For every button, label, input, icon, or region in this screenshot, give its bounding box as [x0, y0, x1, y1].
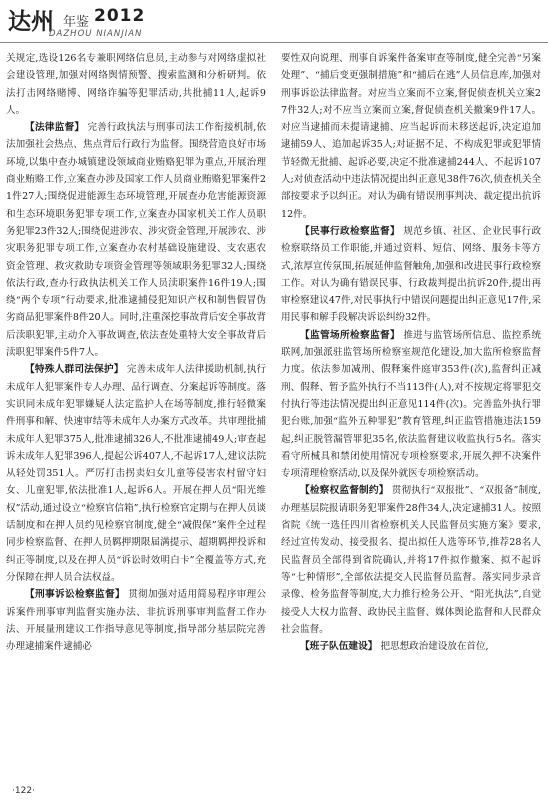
section-heading: 【检察权监督制约】	[300, 485, 389, 497]
section-heading: 【监管场所检察监督】	[300, 329, 400, 341]
paragraph-text: 推进与监管场所信息、监控系统联网,加强派驻监管场所检察室规范化建设,加大监所检察监督力度。依法参加减刑、假释案件庭审353件(次),监督纠正减刑、假释、暂予监外执行不当113件(人),对不按规定将罪犯交付执行等违法情况提出纠正意见114件(次)。完善监外执行罪犯台账,加强“监外五种罪犯”教育管理,纠正监管措施违法159起,纠正脱管漏管罪犯35名,依法监督建议收监执行5名。落实看守所械具和禁闭使用情况专项检察要求,开展久押不决案件专项清理检察活动,以及保外就医专项检察活动。	[281, 329, 541, 480]
section-heading: 【班子队伍建设】	[300, 641, 378, 653]
page-number: ·122·	[12, 786, 35, 796]
running-header	[0, 0, 548, 44]
paragraph-text: 关规定,选设126名专兼职网络信息员,主动参与对网络虚拟社会建设管理,加强对网络舆情预警、搜索监测和分析研判。依法打击网络赌博、网络诈骗等犯罪活动,共批捕11人,起诉9人。	[6, 53, 266, 116]
paragraph-text: 规范乡镇、社区、企业民事行政检察联络员工作职能,并通过资料、短信、网络、服务卡等方式,浓厚宣传氛围,拓展延伸监督触角,加强和改进民事行政检察工作。对认为确有错误民事、行政裁判提出抗诉20件,提出再审检察建议47件,对民事执行中错误问题提出纠正意见17件,采用民事和解手段解决诉讼纠纷32件。	[281, 225, 541, 324]
header-rule	[0, 42, 548, 43]
paragraph-text: 贯彻执行“双报批”、“双报备”制度,办理基层院报请职务犯罪案件28件34人,决定逮捕31人。按照省院《统一选任四川省检察机关人民监督员实施方案》要求,经过宣传发动、接受报名、提出拟任人选等环节,推荐28名人民监督员全部得到省院确认,并将17件拟作撤案、拟不起诉等“七种情形”,全部依法提交人民监督员监督。落实同步录音录像、检务监督等制度,大力推行检务公开、“阳光执法”,自觉接受人大权力监督、政协民主监督、媒体舆论监督和人民群众社会监督。	[281, 485, 542, 635]
section-heading: 【特殊人群司法保护】	[25, 364, 124, 376]
yearbook-logo	[8, 3, 158, 41]
header-year: 2012	[94, 6, 146, 26]
section-heading: 【刑事诉讼检察监督】	[25, 589, 125, 601]
paragraph-text: 要性双向说理、刑事自诉案件备案审查等制度,健全完善“另案处理”、“捕后变更强制措施”和“捕后在逃”人员信息库,加强对刑事诉讼法律监督。对应当立案而不立案,督促侦查机关立案27件32人;对不应当立案而立案,督促侦查机关撤案9件17人。对应当逮捕而未提请逮捕、应当起诉而未移送起诉,决定追加逮捕59人、追加起诉35人;对证据不足、不构成犯罪或犯罪情节轻微无批捕、起诉必要,决定不批准逮捕244人、不起诉107人;对侦查活动中违法情况提出纠正意见38件76次,侦查机关全部按要求予以纠正。对认为确有错误刑事判决、裁定提出抗诉12件。	[281, 53, 541, 220]
left-column	[6, 50, 266, 655]
paragraph-text: 完善未成年人法律援助机制,执行未成年人犯罪案件专人办理、品行调查、分案起诉等制度。落实识同未成年犯罪嫌疑人法定监护人在场等制度,推行轻微案件刑事和解、快速审结等未成年人办案方式改革。共审理批捕未成年人犯罪375人,批准逮捕326人,不批准逮捕49人;审查起诉未成年人犯罪396人,提起公诉407人,不起诉17人,建议法院从轻处罚351人。严厉打击拐卖妇女儿童等侵害农村留守妇女、儿童犯罪,依法批准1人,起诉6人。开展在押人员“阳光维权”活动,通过设立“检察官信箱”,执行检察官定期与在押人员谈话制度和在押人员约见检察官制度,健全“减假保”案件全过程同步检察监督、在押人员羁押期限届满提示、超期羁押投诉和纠正等制度,以及在押人员“诉讼时效明白卡”全覆盖等方式,充分保障在押人员合法权益。	[6, 364, 266, 583]
paragraph	[281, 482, 541, 638]
paragraph	[6, 119, 266, 361]
header-pinyin: DAZHOU NIANJIAN	[49, 29, 143, 39]
paragraph	[6, 50, 266, 119]
header-nianjian: 年鉴	[63, 15, 90, 30]
paragraph	[6, 586, 266, 655]
paragraph-text: 完善行政执法与刑事司法工作衔接机制,依法加强社会热点、焦点背后行政行为监督。围绕营造良好市场环境,以集中查办城镇建设领域商业贿赂犯罪为重点,开展治理商业贿赂工作,立案查办涉及国家工作人员商业贿赂犯罪案件21件27人;围绕促进能源生态环境管理,开展查办危害能源资源和生态环境职务犯罪专项工作,立案查办国家机关工作人员职务犯罪23件32人;围绕促进涉农、涉灾资金管理,开展涉农、涉灾职务犯罪专项工作,立案查办农村基础设施建设、支农惠农资金管理、救灾救助专项资金管理等领域职务犯罪32人;围绕依法行政,查办行政执法机关工作人员渎职案件16件19人;围绕“两个专项”行动要求,批准逮捕侵犯知识产权和制售假冒伪劣商品犯罪案件8件20人。同时,注重深挖事故背后安全事故背后渎职犯罪,主动介入事故调查,依法查处重特大安全事故背后渎职犯罪案件5件7人。	[6, 122, 267, 359]
paragraph	[6, 361, 266, 586]
paragraph	[281, 50, 541, 223]
paragraph-text: 把思想政治建设放在首位,	[377, 641, 489, 653]
paragraph	[281, 327, 541, 483]
section-heading: 【法律监督】	[25, 122, 85, 134]
right-column	[281, 50, 541, 655]
paragraph	[281, 223, 541, 327]
section-heading: 【民事行政检察监督】	[300, 225, 400, 237]
paragraph	[281, 638, 541, 655]
paragraph-text: 贯彻加强对适用简易程序审理公诉案件刑事审判监督实施办法、非抗诉刑事审判监督工作办法、开展量刑建议工作指导意见等制度,指导部分基层院完善办理逮捕案件逮捕必	[6, 589, 266, 653]
header-city: 达州	[8, 9, 54, 35]
